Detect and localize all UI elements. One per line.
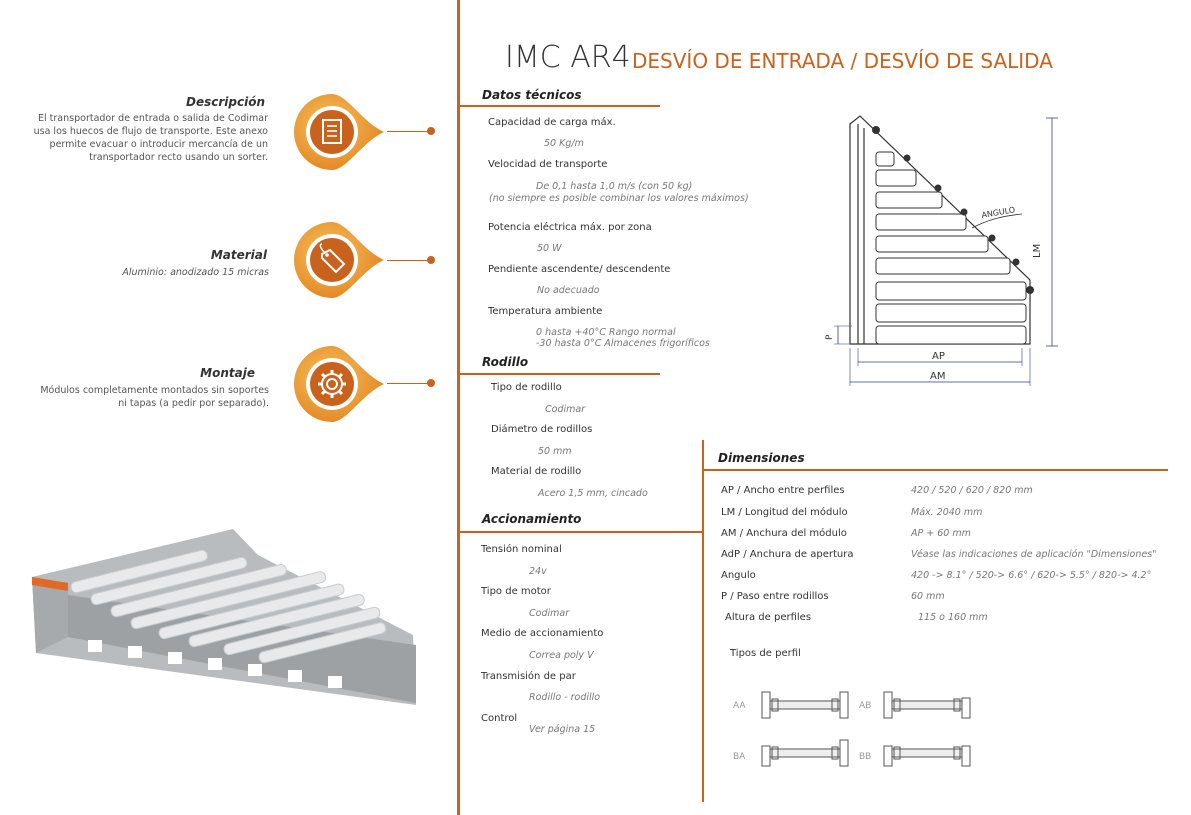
spec-value: -30 hasta 0°C Almacenes frigoríficos [536, 338, 710, 349]
technical-drawing [812, 108, 1072, 388]
spec-value: Acero 1,5 mm, cincado [538, 488, 648, 499]
section-underline [460, 105, 660, 107]
feature-text-descripcion: El transportador de entrada o salida de Codimar usa los huecos de flujo de transporte. Este anexo permite evacuar o introducir mercancía de un transportador recto usando un sorter. [33, 113, 268, 163]
feature-title-material: Material [210, 248, 267, 262]
dim-label: Angulo [721, 570, 756, 581]
dim-label: AP / Ancho entre perfiles [721, 485, 845, 496]
dim-label: AM / Anchura del módulo [721, 528, 847, 539]
spec-label: Material de rodillo [491, 466, 582, 477]
dim-value: 420 / 520 / 620 / 820 mm [911, 485, 1033, 496]
spec-label: Temperatura ambiente [488, 306, 603, 317]
profile-types-title: Tipos de perfil [730, 648, 801, 659]
spec-label: Medio de accionamiento [481, 628, 604, 639]
spec-label: Control [481, 713, 518, 724]
feature-text-montaje: Módulos completamente montados sin soportes ni tapas (a pedir por separado). [40, 385, 269, 409]
profile-diagram-ba [760, 738, 850, 768]
section-title-rodillo: Rodillo [482, 355, 529, 369]
section-underline [704, 469, 1168, 471]
dim-label: LM / Longitud del módulo [721, 507, 848, 518]
model-title: IMC AR4 [505, 40, 631, 75]
lm-label: LM [1032, 243, 1043, 258]
dim-value: AP + 60 mm [911, 528, 971, 539]
spec-label: Diámetro de rodillos [491, 424, 593, 435]
spec-value: Rodillo - rodillo [529, 692, 601, 703]
spec-label: Pendiente ascendente/ descendente [488, 264, 671, 275]
product-image [28, 525, 418, 715]
spec-value: 24v [529, 566, 547, 577]
dim-value: 420 -> 8.1° / 520-> 6.6° / 620-> 5.5° / 820-> 4.2° [911, 570, 1152, 581]
connector-line [387, 383, 429, 384]
connector-dot [427, 127, 435, 135]
model-subtitle: DESVÍO DE ENTRADA / DESVÍO DE SALIDA [632, 49, 1053, 73]
dim-label: P / Paso entre rodillos [721, 591, 829, 602]
spec-label: Capacidad de carga máx. [488, 117, 616, 128]
gear-icon [292, 344, 387, 424]
spec-value: 0 hasta +40°C Rango normal [536, 327, 676, 338]
ap-label: AP [932, 351, 945, 362]
dim-value: 60 mm [911, 591, 945, 602]
feature-title-montaje: Montaje [200, 366, 255, 380]
document-icon [292, 92, 387, 172]
spec-label: Tensión nominal [481, 544, 562, 555]
feature-text-material: Aluminio: anodizado 15 micras [122, 267, 269, 278]
profile-label-ab: AB [859, 701, 872, 711]
dim-label: Altura de perfiles [725, 612, 812, 623]
spec-value: Codimar [529, 608, 570, 619]
spec-value: Ver página 15 [529, 724, 596, 735]
spec-value: 50 W [537, 243, 562, 254]
connector-dot [427, 256, 435, 264]
spec-value: 50 Kg/m [544, 138, 584, 149]
spec-label: Velocidad de transporte [488, 159, 608, 170]
dim-value: Véase las indicaciones de aplicación "Dimensiones" [911, 549, 1157, 560]
spec-value: (no siempre es posible combinar los valores máximos) [489, 193, 749, 204]
connector-line [387, 131, 429, 132]
spec-value: Codimar [545, 404, 586, 415]
dimensions-divider [702, 440, 704, 802]
feature-title-descripcion: Descripción [186, 95, 265, 109]
dim-value: 115 o 160 mm [918, 612, 988, 623]
connector-dot [427, 379, 435, 387]
spec-label: Potencia eléctrica máx. por zona [488, 222, 652, 233]
angle-label: ANGULO [980, 205, 1016, 220]
dim-value: Máx. 2040 mm [911, 507, 983, 518]
profile-label-bb: BB [859, 752, 872, 762]
spec-value: Correa poly V [529, 650, 594, 661]
p-label: P [825, 334, 835, 340]
am-label: AM [930, 371, 946, 382]
spec-value: 50 mm [538, 446, 572, 457]
spec-label: Tipo de motor [481, 586, 551, 597]
spec-label: Transmisión de par [481, 671, 576, 682]
spec-value: De 0,1 hasta 1,0 m/s (con 50 kg) [536, 181, 693, 192]
section-underline [460, 373, 660, 375]
center-divider [457, 0, 460, 815]
connector-line [387, 260, 429, 261]
section-title-dimensiones: Dimensiones [718, 451, 805, 465]
tag-icon [292, 220, 387, 300]
section-underline [460, 531, 704, 533]
profile-diagram-ab [882, 690, 972, 720]
section-title-datos-tecnicos: Datos técnicos [482, 88, 582, 102]
spec-value: No adecuado [537, 285, 600, 296]
profile-diagram-bb [882, 738, 972, 768]
profile-label-aa: AA [733, 701, 746, 711]
section-title-accionamiento: Accionamiento [482, 512, 582, 526]
profile-label-ba: BA [733, 752, 746, 762]
spec-label: Tipo de rodillo [491, 382, 562, 393]
profile-diagram-aa [760, 690, 850, 720]
dim-label: AdP / Anchura de apertura [721, 549, 854, 560]
